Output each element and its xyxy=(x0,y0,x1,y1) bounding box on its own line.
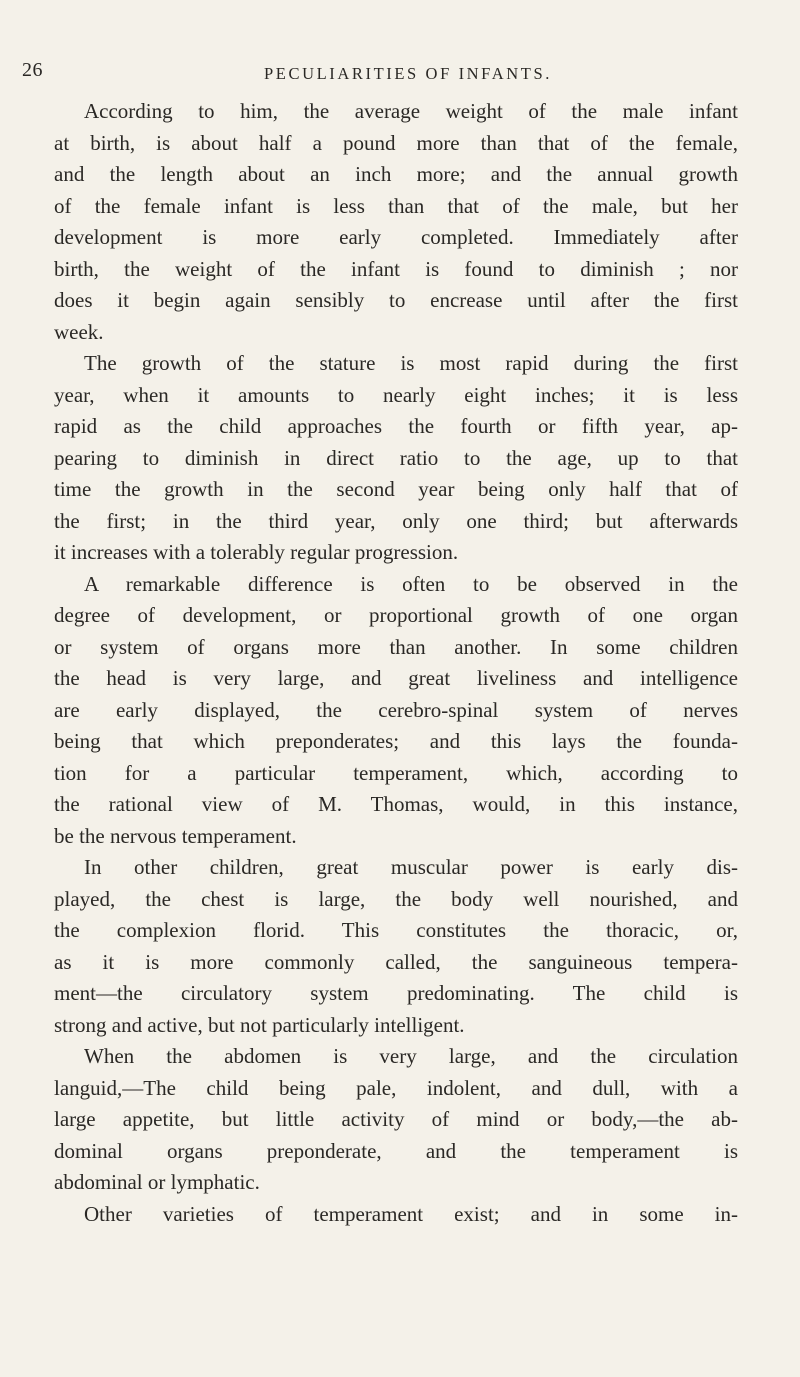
text-line: strong and active, but not particularly intelligent. xyxy=(54,1012,465,1037)
text-line: pearing to diminish in direct ratio to the age, up to that xyxy=(54,445,738,470)
text-line: birth, the weight of the infant is found to diminish ; nor xyxy=(54,256,738,281)
text-line: at birth, is about half a pound more than that of the female, xyxy=(54,130,738,155)
text-line: development is more early completed. Immediately after xyxy=(54,225,738,249)
text-line: the rational view of M. Thomas, would, in this instance, xyxy=(54,792,738,816)
text-line: be the nervous temperament. xyxy=(54,823,297,848)
text-line: The growth of the stature is most rapid during the first xyxy=(84,351,738,375)
body-text xyxy=(54,96,738,1230)
text-line: tion for a particular temperament, which, according to xyxy=(54,760,738,785)
text-line: In other children, great muscular power is early dis- xyxy=(84,855,738,879)
text-line: rapid as the child approaches the fourth or fifth year, ap- xyxy=(54,414,738,438)
text-line: the first; in the third year, only one third; but afterwards xyxy=(54,508,738,533)
text-line: it increases with a tolerably regular progression. xyxy=(54,540,459,564)
text-line: are early displayed, the cerebro-spinal system of nerves xyxy=(54,697,738,722)
text-line: and the length about an inch more; and the annual growth xyxy=(54,162,738,186)
text-line: A remarkable difference is often to be observed in the xyxy=(84,571,738,596)
text-line: degree of development, or proportional growth of one organ xyxy=(54,603,738,627)
text-line: According to him, the average weight of the male infant xyxy=(84,99,738,123)
text-line: the head is very large, and great liveliness and intelligence xyxy=(54,666,738,690)
text-line: as it is more commonly called, the sanguineous tempera- xyxy=(54,949,738,974)
text-line: played, the chest is large, the body well nourished, and xyxy=(54,886,738,911)
text-line: time the growth in the second year being only half that of xyxy=(54,477,738,501)
text-line: abdominal or lymphatic. xyxy=(54,1170,260,1194)
text-line: dominal organs preponderate, and the temperament is xyxy=(54,1138,738,1163)
text-line: large appetite, but little activity of mind or body,—the ab- xyxy=(54,1107,738,1131)
page-number: 26 xyxy=(22,59,43,81)
text-line: year, when it amounts to nearly eight inches; it is less xyxy=(54,382,738,407)
text-line: When the abdomen is very large, and the circulation xyxy=(84,1044,738,1068)
text-line: does it begin again sensibly to encrease until after the first xyxy=(54,288,738,312)
running-head: PECULIARITIES OF INFANTS. xyxy=(264,64,552,83)
text-line: or system of organs more than another. In some children xyxy=(54,634,738,659)
text-line: week. xyxy=(54,319,104,344)
text-line: Other varieties of temperament exist; and in some in- xyxy=(84,1201,738,1226)
text-line: ment—the circulatory system predominating. The child is xyxy=(54,981,738,1005)
text-line: of the female infant is less than that of the male, but her xyxy=(54,193,738,218)
text-line: languid,—The child being pale, indolent, and dull, with a xyxy=(54,1075,738,1100)
text-line: being that which preponderates; and this lays the founda- xyxy=(54,729,738,753)
text-line: the complexion florid. This constitutes the thoracic, or, xyxy=(54,918,738,942)
